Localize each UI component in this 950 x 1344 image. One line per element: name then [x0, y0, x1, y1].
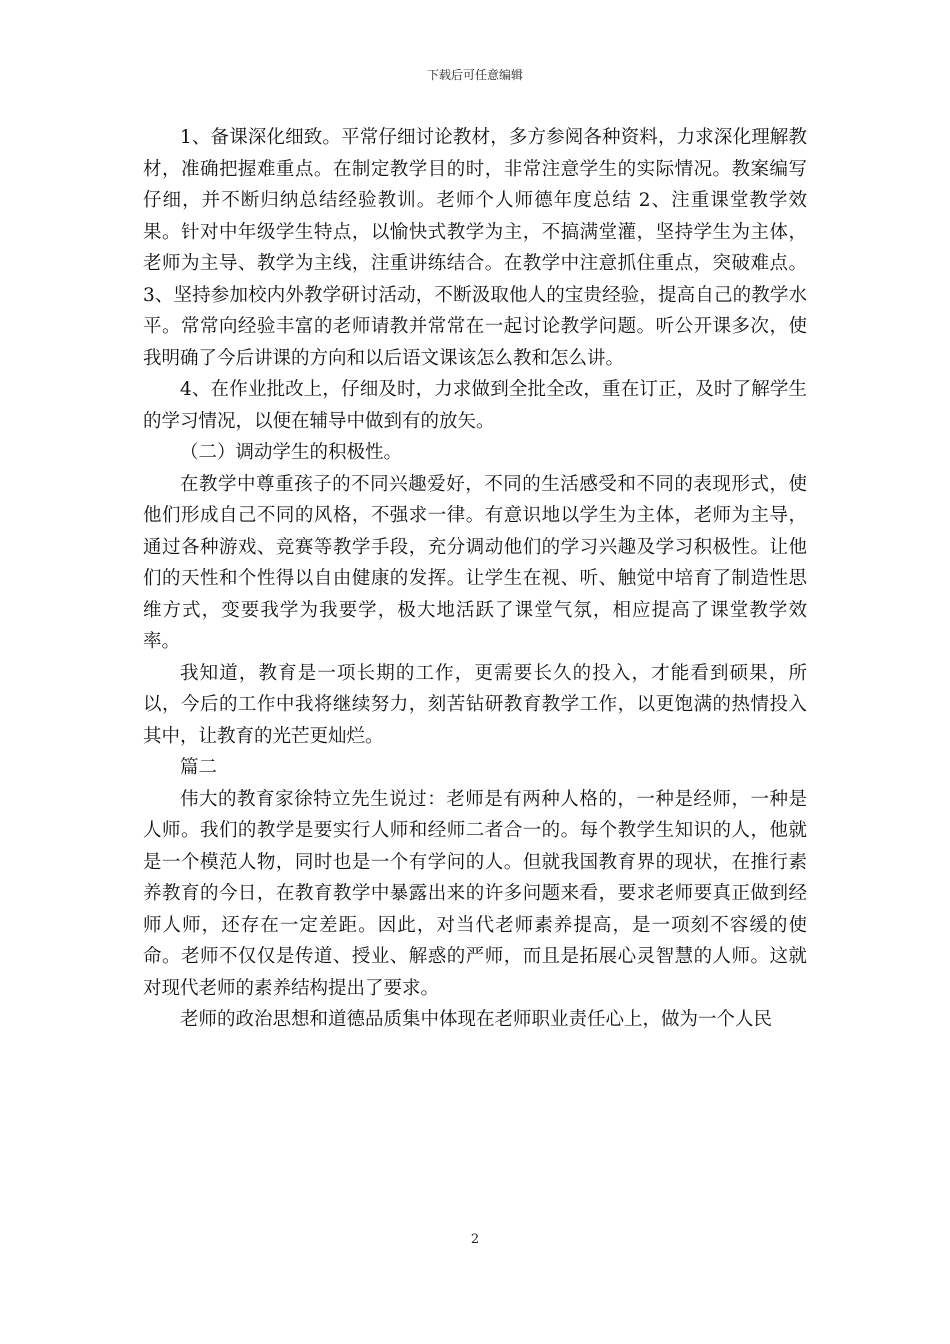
page-number: 2 — [470, 1232, 480, 1247]
paragraph-homework-correction: 4、在作业批改上，仔细及时，力求做到全批全改，重在订正，及时了解学生的学习情况，以便在辅导中做到有的放矢。 — [143, 379, 807, 432]
paragraph-student-interest: 在教学中尊重孩子的不同兴趣爱好，不同的生活感受和不同的表现形式，使他们形成自己不同的风格，不强求一律。有意识地以学生为主体，老师为主导，通过各种游戏、竞赛等教学手段，充分调动他们的学习兴趣及学习积极性。让他们的天性和个性得以自由健康的发挥。让学生在视、听、触觉中培育了制造性思维方式，变要我学为我要学，极大地活跃了课堂气氛，相应提高了课堂教学效率。 — [143, 473, 807, 652]
paragraph-conclusion: 我知道，教育是一项长期的工作，更需要长久的投入，才能看到硕果，所以，今后的工作中我将继续努力，刻苦钻研教育教学工作，以更饱满的热情投入其中，让教育的光芒更灿烂。 — [143, 662, 807, 747]
section-heading-motivation: （二）调动学生的积极性。 — [180, 442, 403, 463]
paragraph-teacher-ethics: 老师的政治思想和道德品质集中体现在老师职业责任心上，做为一个人民 — [180, 1009, 773, 1030]
paragraph-teacher-personality: 伟大的教育家徐特立先生说过：老师是有两种人格的，一种是经师，一种是人师。我们的教学是要实行人师和经师二者合一的。每个教学生知识的人，他就是一个模范人物，同时也是一个有学问的人。但就我国教育界的现状，在推行素养教育的今日，在教育教学中暴露出来的许多问题来看，要求老师要真正做到经师人师，还存在一定差距。因此，对当代老师素养提高，是一项刻不容缓的使命。老师不仅仅是传道、授业、解惑的严师，而且是拓展心灵智慧的人师。这就对现代老师的素养结构提出了要求。 — [143, 788, 807, 999]
paragraph-lesson-preparation: 1、备课深化细致。平常仔细讨论教材，多方参阅各种资料，力求深化理解教材，准确把握难重点。在制定教学目的时，非常注意学生的实际情况。教案编写仔细，并不断归纳总结经验教训。老师个人师德年度总结 2、注重课堂教学效果。针对中年级学生特点，以愉快式教学为主，不搞满堂灌，坚持学生为主体，老师为主导、教学为主线，注重讲练结合。在教学中注意抓住重点，突破难点。3、坚持参加校内外教学研讨活动，不断汲取他人的宝贵经验，提高自己的教学水平。常常向经验丰富的老师请教并常常在一起讨论教学问题。听公开课多次，使我明确了今后讲课的方向和以后语文课该怎么教和怎么讲。 — [143, 127, 807, 369]
page-header: 下载后可任意编辑 — [426, 68, 523, 82]
section-heading-part-two: 篇二 — [180, 757, 218, 778]
document-body — [143, 122, 807, 1036]
